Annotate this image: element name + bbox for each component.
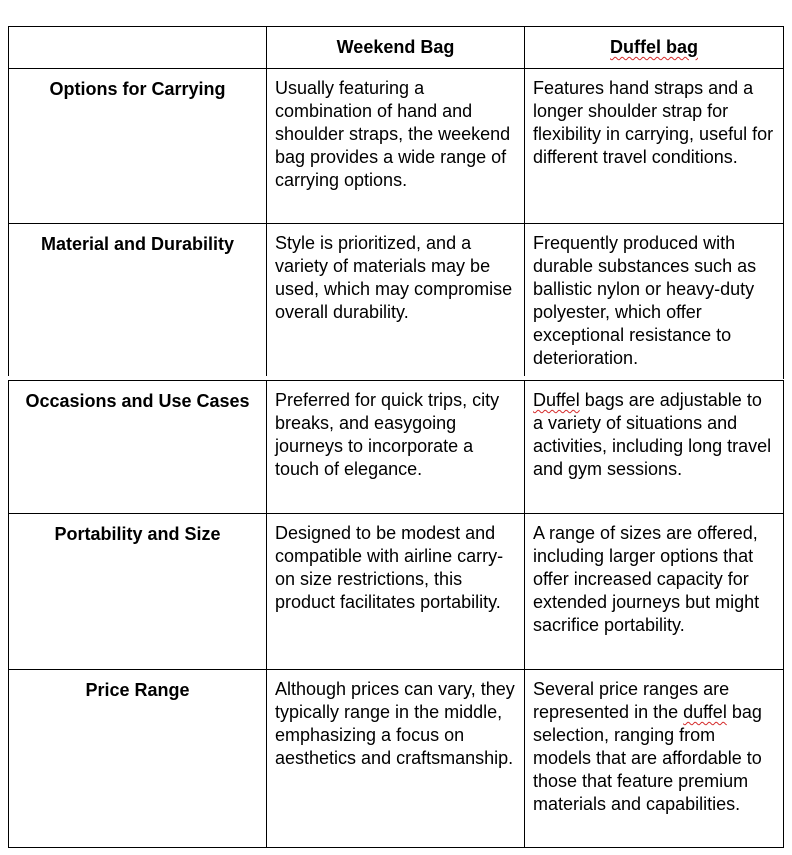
weekend-bag-cell: Designed to be modest and compatible with airline carry-on size restrictions, this product facilitates portability. — [267, 514, 525, 670]
corner-cell — [9, 27, 267, 69]
table-header-row — [9, 27, 784, 69]
weekend-bag-cell: Style is prioritized, and a variety of materials may be used, which may compromise overall durability. — [267, 224, 525, 379]
weekend-bag-cell: Usually featuring a combination of hand and shoulder straps, the weekend bag provides a wide range of carrying options. — [267, 69, 525, 224]
table-row — [9, 514, 784, 670]
table-row — [9, 224, 784, 379]
table-row — [9, 69, 784, 224]
comparison-table-bottom — [8, 380, 784, 848]
cell-text: bag selection, ranging from models that are affordable to those that feature premium materials and capabilities. — [533, 702, 762, 814]
row-label: Material and Durability — [9, 224, 267, 379]
column-header-duffel-bag — [525, 27, 784, 69]
duffel-bag-cell — [525, 670, 784, 848]
duffel-bag-cell: Frequently produced with durable substances such as ballistic nylon or heavy-duty polyester, which offer exceptional resistance to deterioration. — [525, 224, 784, 379]
table-break — [8, 376, 783, 379]
spellcheck-flagged-text: Duffel — [533, 390, 580, 410]
spellcheck-flagged-text: Duffel bag — [610, 37, 698, 57]
row-label: Occasions and Use Cases — [9, 381, 267, 514]
row-label: Price Range — [9, 670, 267, 848]
duffel-bag-cell — [525, 381, 784, 514]
comparison-table-top — [8, 26, 784, 379]
duffel-bag-cell: A range of sizes are offered, including larger options that offer increased capacity for extended journeys but might sacrifice portability. — [525, 514, 784, 670]
row-label: Portability and Size — [9, 514, 267, 670]
duffel-bag-cell: Features hand straps and a longer shoulder strap for flexibility in carrying, useful for different travel conditions. — [525, 69, 784, 224]
cell-text: Several price ranges are represented in the — [533, 679, 730, 722]
weekend-bag-cell: Preferred for quick trips, city breaks, and easygoing journeys to incorporate a touch of elegance. — [267, 381, 525, 514]
column-header-weekend-bag: Weekend Bag — [267, 27, 525, 69]
cell-text: bags are adjustable to a variety of situations and activities, including long travel and gym sessions. — [533, 390, 772, 479]
weekend-bag-cell: Although prices can vary, they typically range in the middle, emphasizing a focus on aesthetics and craftsmanship. — [267, 670, 525, 848]
table-row — [9, 381, 784, 514]
table-row — [9, 670, 784, 848]
spellcheck-flagged-text: duffel — [683, 702, 727, 722]
row-label: Options for Carrying — [9, 69, 267, 224]
